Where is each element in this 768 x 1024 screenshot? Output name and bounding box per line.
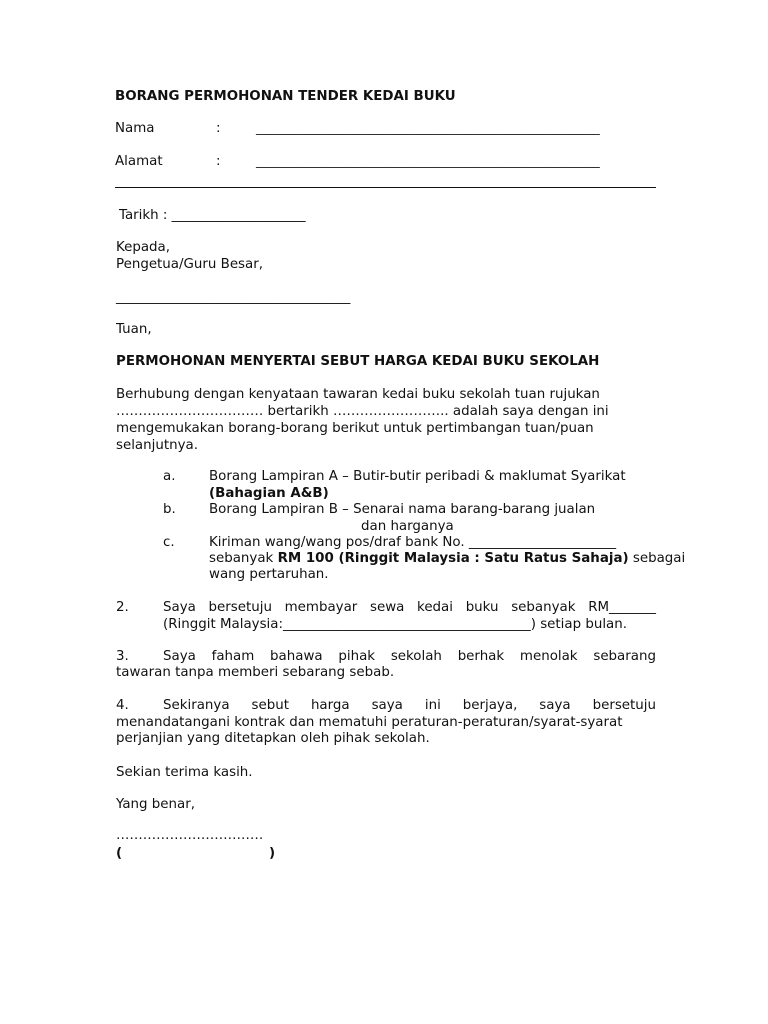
closing-text: Sekian terima kasih. bbox=[116, 765, 253, 780]
para-2-num: 2. bbox=[116, 600, 129, 615]
item-a-marker: a. bbox=[163, 469, 176, 484]
p2-word: buku bbox=[465, 600, 499, 615]
p2-word: RM_______ bbox=[588, 600, 656, 615]
penerima-text: Pengetua/Guru Besar, bbox=[116, 257, 263, 272]
p3-word: bahawa bbox=[270, 649, 323, 664]
p3-word: sekolah bbox=[390, 649, 442, 664]
para-2-line-1 bbox=[163, 600, 656, 615]
p3-word: faham bbox=[211, 649, 255, 664]
p2-word: bersetuju bbox=[208, 600, 272, 615]
item-c-text-3: wang pertaruhan. bbox=[209, 567, 329, 582]
item-c-amount-line bbox=[209, 551, 686, 566]
tarikh-field[interactable]: Tarikh : ____________________ bbox=[119, 208, 306, 223]
p4-word: saya bbox=[539, 698, 571, 713]
p4-word: harga bbox=[310, 698, 350, 713]
p4-word: bersetuju bbox=[592, 698, 656, 713]
p4-word: sebut bbox=[251, 698, 289, 713]
salam-text: Tuan, bbox=[116, 322, 152, 337]
nama-colon: : bbox=[216, 121, 221, 136]
para-2-line-2: (Ringgit Malaysia:_____________________________________) setiap bulan. bbox=[163, 617, 627, 632]
p3-word: pihak bbox=[338, 649, 376, 664]
form-title: BORANG PERMOHONAN TENDER KEDAI BUKU bbox=[115, 89, 456, 104]
signature-line[interactable]: …………………………… bbox=[116, 828, 264, 843]
p4-word: ini bbox=[424, 698, 441, 713]
intro-line-3: mengemukakan borang-borang berikut untuk pertimbangan tuan/puan bbox=[116, 421, 594, 436]
p3-word: menolak bbox=[519, 649, 578, 664]
header-divider bbox=[115, 187, 656, 188]
item-c-amount: RM 100 (Ringgit Malaysia : Satu Ratus Sahaja) bbox=[277, 551, 629, 566]
kepada-text: Kepada, bbox=[116, 240, 171, 255]
para-4-line-1 bbox=[163, 698, 656, 713]
intro-line-1: Berhubung dengan kenyataan tawaran kedai buku sekolah tuan rujukan bbox=[116, 387, 600, 402]
item-b-text: Borang Lampiran B – Senarai nama barang-barang jualan bbox=[209, 502, 596, 517]
penerima-blank[interactable]: ___________________________________ bbox=[116, 290, 351, 305]
intro-line-4: selanjutnya. bbox=[116, 438, 198, 453]
para-3-line-1 bbox=[163, 649, 656, 664]
alamat-label: Alamat bbox=[115, 154, 163, 169]
item-a-text: Borang Lampiran A – Butir-butir peribadi & maklumat Syarikat bbox=[209, 469, 626, 484]
p3-word: Saya bbox=[163, 649, 196, 664]
item-c-post: sebagai bbox=[628, 551, 686, 566]
p2-word: Saya bbox=[163, 600, 196, 615]
alamat-field[interactable]: _______________________________________________________ bbox=[256, 153, 600, 168]
item-b-text-2: dan harganya bbox=[361, 519, 454, 534]
p2-word: sebanyak bbox=[511, 600, 576, 615]
name-paren-close: ) bbox=[269, 846, 276, 861]
item-a-bold: (Bahagian A&B) bbox=[209, 486, 329, 501]
nama-field[interactable]: _______________________________________________________ bbox=[256, 120, 600, 135]
p2-word: sewa bbox=[369, 600, 405, 615]
intro-line-2: …………………………… bertarikh …………………….. adalah saya dengan ini bbox=[116, 404, 609, 419]
p4-word: Sekiranya bbox=[163, 698, 230, 713]
yang-benar-text: Yang benar, bbox=[116, 797, 195, 812]
p3-word: sebarang bbox=[593, 649, 656, 664]
para-3-line-2: tawaran tanpa memberi sebarang sebab. bbox=[116, 665, 395, 680]
p2-word: kedai bbox=[417, 600, 453, 615]
p4-word: saya bbox=[371, 698, 403, 713]
name-paren-open: ( bbox=[116, 846, 123, 861]
item-c-text: Kiriman wang/wang pos/draf bank No. ______________________ bbox=[209, 535, 617, 550]
para-3-num: 3. bbox=[116, 649, 129, 664]
item-b-marker: b. bbox=[163, 502, 176, 517]
para-4-num: 4. bbox=[116, 698, 129, 713]
alamat-colon: : bbox=[216, 154, 221, 169]
nama-label: Nama bbox=[115, 121, 155, 136]
para-4-line-2: menandatangani kontrak dan mematuhi peraturan-peraturan/syarat-syarat bbox=[116, 715, 623, 730]
subject-heading: PERMOHONAN MENYERTAI SEBUT HARGA KEDAI BUKU SEKOLAH bbox=[116, 354, 600, 369]
p4-word: berjaya, bbox=[462, 698, 518, 713]
item-c-marker: c. bbox=[163, 535, 175, 550]
p3-word: berhak bbox=[457, 649, 505, 664]
p2-word: membayar bbox=[284, 600, 358, 615]
item-c-pre: sebanyak bbox=[209, 551, 278, 566]
para-4-line-3: perjanjian yang ditetapkan oleh pihak sekolah. bbox=[116, 731, 430, 746]
